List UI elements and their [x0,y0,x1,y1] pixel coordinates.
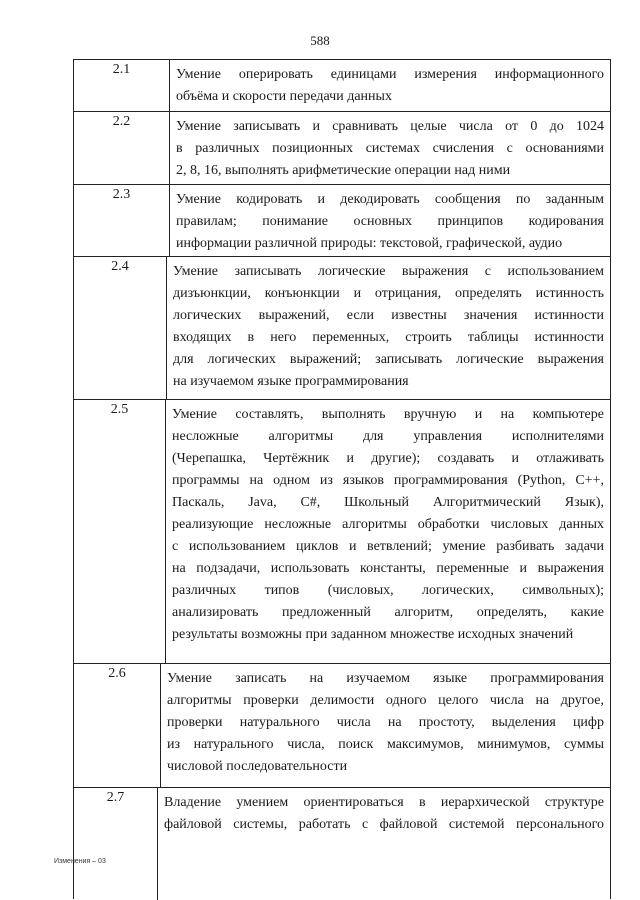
table-row [74,185,610,257]
requirement-code: 2.2 [112,114,131,129]
description-line: информации различной природы: текстовой, графической, аудио [176,236,563,251]
requirement-code: 2.7 [106,790,125,805]
table-row [74,257,610,400]
description-line: (Черепашка, Чертёжник и другие); создавать и отлаживать [172,451,604,466]
description-line: из натурального числа, поиск максимумов, минимумов, суммы [167,737,604,752]
description-line: Умение составлять, выполнять вручную и на компьютере [172,407,604,422]
requirement-code: 2.4 [111,259,129,274]
description-line: проверки натурального числа на простоту, выделения цифр [167,715,604,730]
requirement-description [164,792,604,836]
table-row [74,60,610,112]
column-divider [157,788,158,900]
description-line: несложные алгоритмы для управления исполнителями [172,429,604,444]
description-line: в различных позиционных системах счисления с основаниями [176,141,604,156]
description-line: для логических выражений; записывать логические выражения [173,352,604,367]
requirements-table [73,59,611,899]
column-divider [169,185,170,256]
description-line: входящих в него переменных, строить таблицы истинности [173,330,604,345]
requirement-description [176,64,604,108]
description-line: Умение записывать и сравнивать целые числа от 0 до 1024 [176,119,604,134]
requirement-description [176,189,604,255]
description-line: на изучаемом языке программирования [173,374,409,389]
description-line: алгоритмы проверки делимости одного целого числа на другое, [167,693,604,708]
description-line: Умение оперировать единицами измерения информационного [176,67,604,82]
column-divider [166,257,167,399]
description-line: дизъюнкции, конъюнкции и отрицания, определять истинность [173,286,604,301]
description-line: Умение записать на изучаемом языке программирования [167,671,604,686]
description-line: правилам; понимание основных принципов кодирования [176,214,604,229]
description-line: числовой последовательности [167,759,348,774]
description-line: объёма и скорости передачи данных [176,89,392,104]
page-number: 588 [310,33,330,48]
description-line: различных типов (числовых, логических, символьных); [172,583,604,598]
column-divider [160,664,161,787]
description-line: программы на одном из языков программирования (Python, C++, [172,473,604,488]
requirement-code: 2.1 [112,62,131,77]
column-divider [169,60,170,111]
description-line: реализующие несложные алгоритмы обработки числовых данных [172,517,604,532]
description-line: файловой системы, работать с файловой системой персонального [164,817,604,832]
description-line: Владение умением ориентироваться в иерархической структуре [164,795,604,810]
description-line: 2, 8, 16, выполнять арифметические операции над ними [176,163,511,178]
requirement-code: 2.5 [110,402,129,417]
description-line: логических выражений, если известны значения истинности [173,308,604,323]
requirement-code: 2.6 [108,666,126,681]
description-line: анализировать предложенный алгоритм, определять, какие [172,605,604,620]
description-line: Умение записывать логические выражения с использованием [173,264,604,279]
requirement-description [173,261,604,393]
column-divider [169,112,170,184]
requirement-description [172,404,604,646]
footer-note: Изменения – 03 [54,858,106,865]
description-line: на подзадачи, использовать константы, переменные и выражения [172,561,604,576]
requirement-description [176,116,604,182]
table-row [74,664,610,788]
table-row [74,788,610,900]
requirement-description [167,668,604,778]
description-line: Паскаль, Java, C#, Школьный Алгоритмический Язык), [172,495,604,510]
requirement-code: 2.3 [112,187,131,202]
description-line: Умение кодировать и декодировать сообщения по заданным [176,192,604,207]
table-row [74,400,610,664]
description-line: результаты возможны при заданном множестве исходных значений [172,627,574,642]
description-line: с использованием циклов и ветвлений; умение разбивать задачи [172,539,604,554]
column-divider [165,400,166,663]
table-row [74,112,610,185]
